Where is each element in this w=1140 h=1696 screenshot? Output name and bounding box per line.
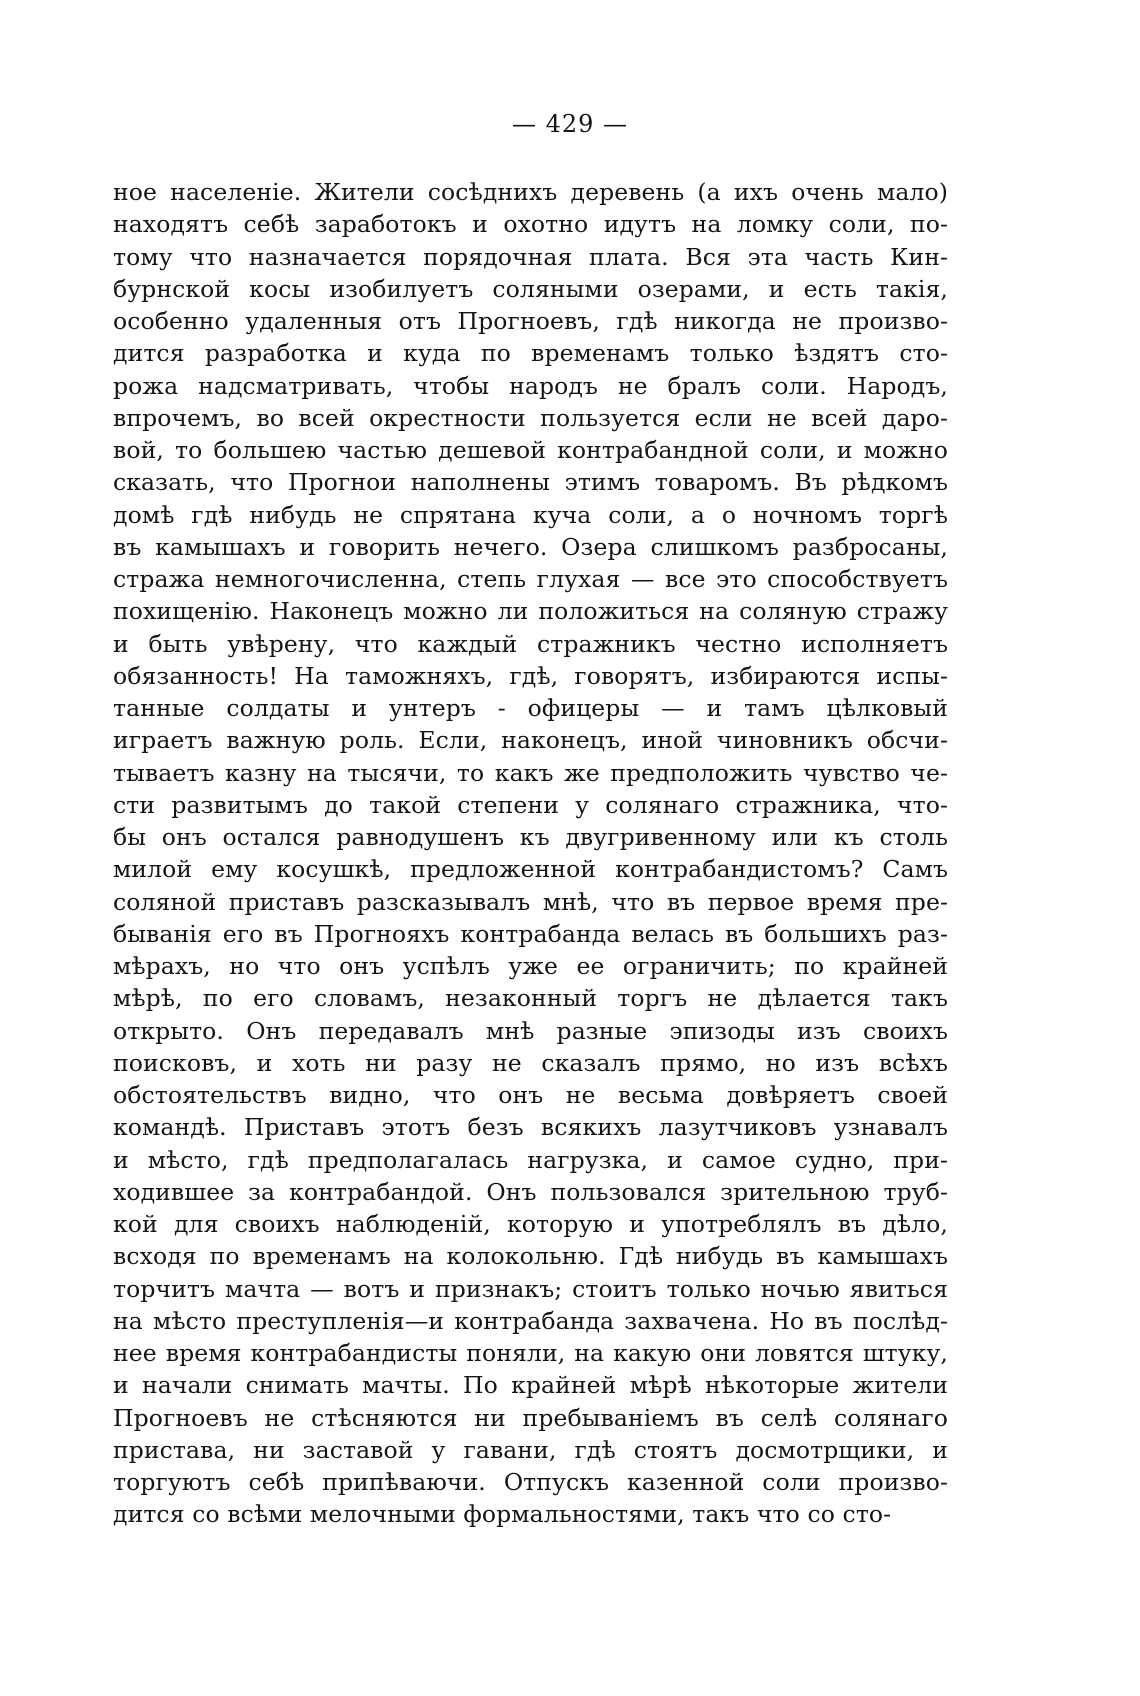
text-line: рожа надсматривать, чтобы народъ не бралъ соли. Народъ, — [113, 371, 948, 400]
text-line: на мѣсто преступленія—и контрабанда захвачена. Но въ послѣд- — [113, 1306, 948, 1335]
text-line: кой для своихъ наблюденій, которую и употреблялъ въ дѣло, — [113, 1210, 948, 1238]
text-line: бы онъ остался равнодушенъ къ двугривенному или къ столь — [113, 823, 948, 851]
text-line: похищенію. Наконецъ можно ли положиться на соляную стражу — [113, 597, 948, 626]
text-line: тываетъ казну на тысячи, то какъ же предположить чувство че- — [113, 758, 948, 787]
text-line: обстоятельствъ видно, что онъ не весьма довѣряетъ своей — [113, 1081, 948, 1109]
text-line: ходившее за контрабандой. Онъ пользовался зрительною труб- — [113, 1177, 948, 1206]
text-line: и мѣсто, гдѣ предполагалась нагрузка, и самое судно, при- — [113, 1145, 948, 1174]
text-line: особенно удаленныя отъ Прогноевъ, гдѣ никогда не произво- — [113, 307, 948, 335]
text-line: мѣрахъ, но что онъ успѣлъ уже ее ограничить; по крайней — [113, 952, 948, 980]
text-line: впрочемъ, во всей окрестности пользуется если не всей даро- — [113, 403, 948, 432]
text-line: поисковъ, и хоть ни разу не сказалъ прямо, но изъ всѣхъ — [113, 1048, 948, 1077]
text-line: и быть увѣрену, что каждый стражникъ честно исполняетъ — [113, 629, 948, 658]
text-line: милой ему косушкѣ, предложенной контрабандистомъ? Самъ — [113, 855, 948, 884]
text-line: бурнской косы изобилуетъ соляными озерами, и есть такія, — [113, 274, 948, 303]
text-line: открыто. Онъ передавалъ мнѣ разные эпизоды изъ своихъ — [113, 1016, 948, 1045]
text-line: домѣ гдѣ нибудь не спрятана куча соли, а о ночномъ торгѣ — [113, 500, 948, 529]
text-line: тому что назначается порядочная плата. Вся эта часть Кин- — [113, 242, 948, 271]
text-line: соляной приставъ разсказывалъ мнѣ, что въ первое время пре- — [113, 887, 948, 916]
page-number: — 429 — — [511, 110, 629, 138]
text-line: мѣрѣ, по его словамъ, незаконный торгъ не дѣлается такъ — [113, 984, 948, 1013]
text-line: въ камышахъ и говорить нечего. Озера слишкомъ разбросаны, — [113, 532, 948, 561]
text-line: пристава, ни заставой у гавани, гдѣ стоятъ досмотрщики, и — [113, 1435, 948, 1464]
text-line: сти развитымъ до такой степени у солянаго стражника, что- — [113, 790, 948, 819]
text-line: играетъ важную роль. Если, наконецъ, иной чиновникъ обсчи- — [113, 726, 948, 755]
text-line: дится разработка и куда по временамъ только ѣздятъ сто- — [113, 339, 948, 368]
text-line: обязанность! На таможняхъ, гдѣ, говорятъ, избираются испы- — [113, 661, 948, 690]
text-line: вой, то большею частью дешевой контрабандной соли, и можно — [113, 436, 948, 464]
text-line: всходя по временамъ на колокольню. Гдѣ нибудь въ камышахъ — [113, 1242, 948, 1271]
text-line: командѣ. Приставъ этотъ безъ всякихъ лазутчиковъ узнавалъ — [113, 1113, 948, 1142]
text-line: дится со всѣми мелочными формальностями, такъ что со сто- — [113, 1500, 892, 1529]
text-line: танные солдаты и унтеръ - офицеры — и тамъ цѣлковый — [113, 694, 948, 722]
text-line: нее время контрабандисты поняли, на какую они ловятся штуку, — [113, 1339, 948, 1367]
text-line: Прогноевъ не стѣсняются ни пребываніемъ въ селѣ солянаго — [113, 1403, 948, 1432]
body-text — [113, 176, 948, 1531]
text-line: и начали снимать мачты. По крайней мѣрѣ нѣкоторые жители — [113, 1371, 948, 1400]
text-line: ное населеніе. Жители сосѣднихъ деревень (а ихъ очень мало) — [113, 178, 948, 206]
text-line: торгуютъ себѣ припѣваючи. Отпускъ казенной соли произво- — [113, 1468, 948, 1496]
text-line: стража немногочисленна, степь глухая — все это способствуетъ — [113, 565, 948, 593]
text-line: сказать, что Прогнои наполнены этимъ товаромъ. Въ рѣдкомъ — [113, 468, 948, 497]
text-line: быванія его въ Прогнояхъ контрабанда велась въ большихъ раз- — [113, 919, 948, 948]
text-line: находятъ себѣ заработокъ и охотно идутъ на ломку соли, по- — [113, 210, 948, 239]
text-line: торчитъ мачта — вотъ и признакъ; стоитъ только ночью явиться — [113, 1274, 948, 1303]
